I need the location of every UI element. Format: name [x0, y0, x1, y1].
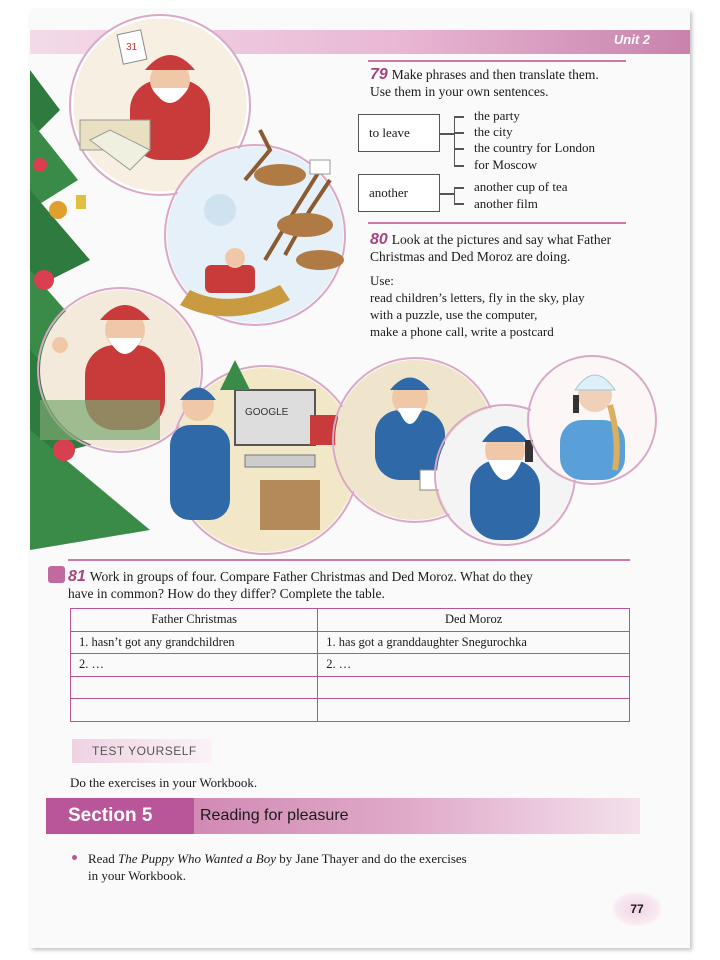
ex79-number: 79 — [370, 66, 388, 83]
bracket-1 — [454, 116, 455, 166]
table-cell — [318, 676, 630, 699]
tick — [454, 165, 464, 167]
table-header-father-christmas: Father Christmas — [71, 609, 318, 632]
ex79-rule — [368, 60, 626, 62]
table-cell: 2. … — [71, 654, 318, 677]
phrase: another film — [474, 196, 538, 211]
screen-text: GOOGLE — [245, 407, 289, 418]
ex81-instruction — [68, 568, 648, 602]
ex80-line2: Christmas and Ded Moroz are doing. — [370, 249, 571, 264]
to-leave-label: to leave — [369, 125, 410, 140]
table-row — [71, 631, 630, 654]
ex80-use-block — [370, 272, 660, 340]
table-row — [71, 699, 630, 722]
bracket-2 — [454, 187, 455, 204]
tick — [454, 132, 464, 134]
bullet-icon — [72, 855, 77, 860]
phrase: for Moscow — [474, 157, 538, 172]
computer-circle — [170, 360, 359, 554]
another-box — [358, 174, 440, 212]
section-tab: Section 5 — [46, 798, 194, 834]
ex79-instruction — [370, 66, 650, 100]
tick — [454, 148, 464, 150]
table-cell — [318, 699, 630, 722]
ex81-line2: have in common? How do they differ? Complete the table. — [68, 586, 385, 601]
reading-instruction — [88, 850, 548, 884]
tick — [454, 203, 464, 205]
table-cell: 1. hasn’t got any grandchildren — [71, 631, 318, 654]
test-yourself-text: Do the exercises in your Workbook. — [70, 775, 258, 790]
ex79-line2: Use them in your own sentences. — [370, 84, 549, 99]
section-title: Reading for pleasure — [200, 807, 349, 824]
page-number: 77 — [612, 892, 662, 926]
phrase: the country for London — [474, 140, 595, 155]
read-suffix: by Jane Thayer and do the exercises — [276, 851, 467, 866]
table-row — [71, 654, 630, 677]
another-label: another — [369, 185, 408, 200]
table-cell: 2. … — [318, 654, 630, 677]
table-cell — [71, 676, 318, 699]
ex81-number: 81 — [68, 568, 86, 585]
table-header-ded-moroz: Ded Moroz — [318, 609, 630, 632]
use-label: Use: — [370, 273, 394, 288]
ex79-line1: Make phrases and then translate them. — [391, 67, 599, 82]
book-title: The Puppy Who Wanted a Boy — [117, 851, 276, 866]
phrase: the city — [474, 124, 513, 139]
comparison-table — [70, 608, 630, 722]
ex80-rule — [368, 222, 626, 224]
textbook-page — [30, 10, 690, 948]
use-line: read children’s letters, fly in the sky, play — [370, 290, 585, 305]
tick — [454, 116, 464, 118]
calendar-number: 31 — [126, 42, 138, 53]
connector — [440, 133, 454, 135]
ex80-number: 80 — [370, 231, 388, 248]
table-header-row — [71, 609, 630, 632]
group-work-icon — [48, 566, 65, 583]
phrase: the party — [474, 108, 520, 123]
to-leave-box — [358, 114, 440, 152]
snegurochka-circle — [528, 356, 656, 484]
ex81-line1: Work in groups of four. Compare Father Christmas and Ded Moroz. What do they — [89, 569, 533, 584]
table-row — [71, 676, 630, 699]
ex80-line1: Look at the pictures and say what Father — [391, 232, 612, 247]
ex81-rule — [68, 559, 630, 561]
tick — [454, 187, 464, 189]
test-yourself-tab: TEST YOURSELF — [72, 739, 212, 763]
connector — [440, 193, 454, 195]
phrase: another cup of tea — [474, 179, 568, 194]
read-line2: in your Workbook. — [88, 868, 187, 883]
use-line: with a puzzle, use the computer, — [370, 307, 538, 322]
read-prefix: Read — [88, 851, 118, 866]
ex80-instruction — [370, 231, 650, 265]
use-line: make a phone call, write a postcard — [370, 324, 554, 339]
table-cell: 1. has got a granddaughter Snegurochka — [318, 631, 630, 654]
table-cell — [71, 699, 318, 722]
unit-label: Unit 2 — [613, 32, 650, 47]
